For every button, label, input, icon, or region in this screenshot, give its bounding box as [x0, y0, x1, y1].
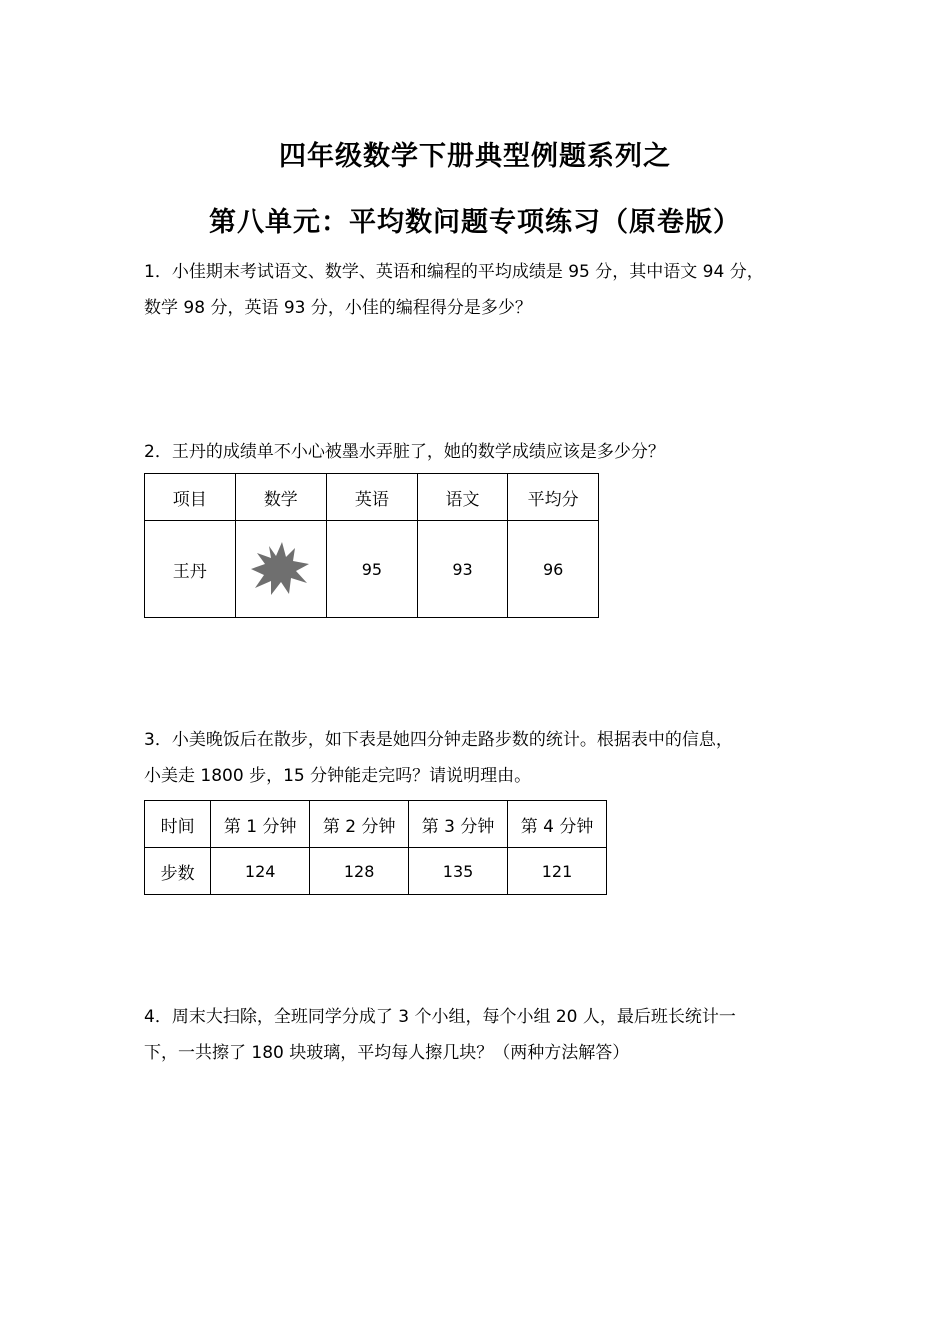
question-1-line-1: 1．小佳期末考试语文、数学、英语和编程的平均成绩是 95 分，其中语文 94 分，	[144, 262, 764, 282]
header-cell-minute-4: 第 4 分钟	[508, 801, 607, 848]
header-cell-chinese: 语文	[417, 474, 508, 521]
ink-splatter-icon	[249, 540, 313, 598]
question-3-line-2: 小美走 1800 步，15 分钟能走完吗？请说明理由。	[144, 766, 532, 786]
header-cell-average: 平均分	[508, 474, 599, 521]
cell-steps-label: 步数	[145, 848, 211, 895]
title-line-1: 四年级数学下册典型例题系列之	[279, 141, 671, 172]
score-table	[144, 473, 599, 618]
cell-chinese-score: 93	[417, 521, 508, 618]
header-cell-minute-1: 第 1 分钟	[211, 801, 310, 848]
cell-steps-minute-2: 128	[310, 848, 409, 895]
cell-average-score: 96	[508, 521, 599, 618]
question-2-text: 2．王丹的成绩单不小心被墨水弄脏了，她的数学成绩应该是多少分？	[144, 442, 665, 462]
cell-english-score: 95	[327, 521, 418, 618]
header-cell-minute-2: 第 2 分钟	[310, 801, 409, 848]
question-3-line-1: 3．小美晚饭后在散步，如下表是她四分钟走路步数的统计。根据表中的信息，	[144, 730, 733, 750]
cell-steps-minute-3: 135	[409, 848, 508, 895]
score-table-row	[145, 521, 599, 618]
question-2	[144, 434, 824, 470]
header-cell-time: 时间	[145, 801, 211, 848]
header-cell-english: 英语	[327, 474, 418, 521]
question-1	[144, 254, 824, 326]
cell-math-ink-blot	[235, 521, 326, 618]
steps-table-header-row	[145, 801, 607, 848]
question-4-line-2: 下，一共擦了 180 块玻璃，平均每人擦几块？（两种方法解答）	[144, 1043, 630, 1063]
ink-splatter-shape	[251, 542, 309, 595]
cell-steps-minute-1: 124	[211, 848, 310, 895]
question-3	[144, 722, 824, 794]
steps-table	[144, 800, 607, 895]
steps-table-row	[145, 848, 607, 895]
cell-student-name: 王丹	[145, 521, 236, 618]
title-line-2: 第八单元：平均数问题专项练习（原卷版）	[209, 207, 741, 238]
cell-steps-minute-4: 121	[508, 848, 607, 895]
header-cell-minute-3: 第 3 分钟	[409, 801, 508, 848]
question-4-line-1: 4．周末大扫除，全班同学分成了 3 个小组，每个小组 20 人，最后班长统计一	[144, 1007, 736, 1027]
score-table-header-row	[145, 474, 599, 521]
question-4	[144, 999, 824, 1071]
header-cell-math: 数学	[235, 474, 326, 521]
question-1-line-2: 数学 98 分，英语 93 分，小佳的编程得分是多少？	[144, 298, 532, 318]
header-cell-item: 项目	[145, 474, 236, 521]
